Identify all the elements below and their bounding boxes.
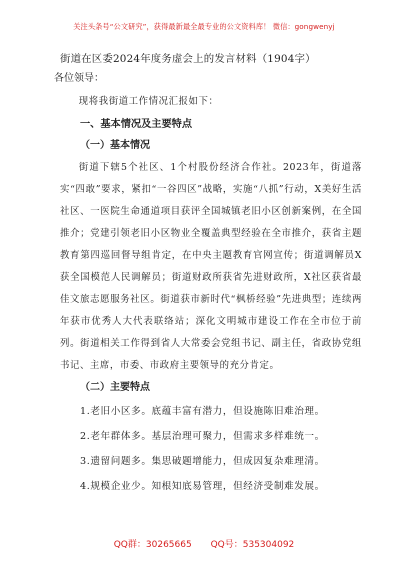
basic-situation-paragraph: 街道下辖5个社区、1个村股份经济合作社。2023年，街道落实“四敢”要求，紧扣“一谷四区”战略，实施“八抓”行动，X美好生活社区、一医院生命通道项目获评全国城镇老旧小区创新案例，在全国推介；党建引领老旧小区物业全覆盖典型经验在全市推介，获省主题教育第四巡回督导组肯定，在中央主题教育官网宣传；街道调解员X获全国模范人民调解员；街道财政所获省先进财政所，X社区获省最佳文旅志愿服务社区。街道获市新时代“枫桥经验”先进典型；连续两年获市优秀人大代表联络站；深化文明城市建设工作在全市位于前列。街道相关工作得到省人大常委会党组书记、副主任，省政协党组书记、主席，市委、市政府主要领导的充分肯定。	[60, 162, 362, 371]
document-title: 街道在区委2024年度务虚会上的发言材料（1904字）	[60, 53, 316, 65]
subsection-heading-main-features: （二）主要特点	[80, 382, 150, 393]
features-list	[60, 399, 362, 499]
promo-banner: 关注头条号“公文研究”，获得最新最全最专业的公文资料库！ 微信：gongwenyj	[73, 22, 335, 31]
contact-footer	[0, 537, 408, 550]
intro-paragraph: 现将我街道工作情况汇报如下：	[78, 96, 219, 107]
list-item: 3.遗留问题多。集思破题增能力，但成因复杂难理清。	[80, 456, 325, 467]
list-item: 2.老年群体多。基层治理可聚力，但需求多样难统一。	[80, 431, 325, 442]
section-heading-basic-info: 一、基本情况及主要特点	[80, 118, 193, 130]
list-item: 4.规模企业少。知根知底易管理，但经济受制难发展。	[80, 481, 325, 492]
subsection-heading-basic-situation: （一）基本情况	[80, 140, 150, 151]
document-page	[54, 52, 362, 499]
salutation: 各位领导：	[54, 73, 104, 84]
qq-number-text: QQ号：535304092	[210, 540, 295, 550]
qq-group-text: QQ群：30265665	[113, 540, 192, 550]
list-item: 1.老旧小区多。底蕴丰富有潜力，但设施陈旧难治理。	[80, 406, 325, 417]
